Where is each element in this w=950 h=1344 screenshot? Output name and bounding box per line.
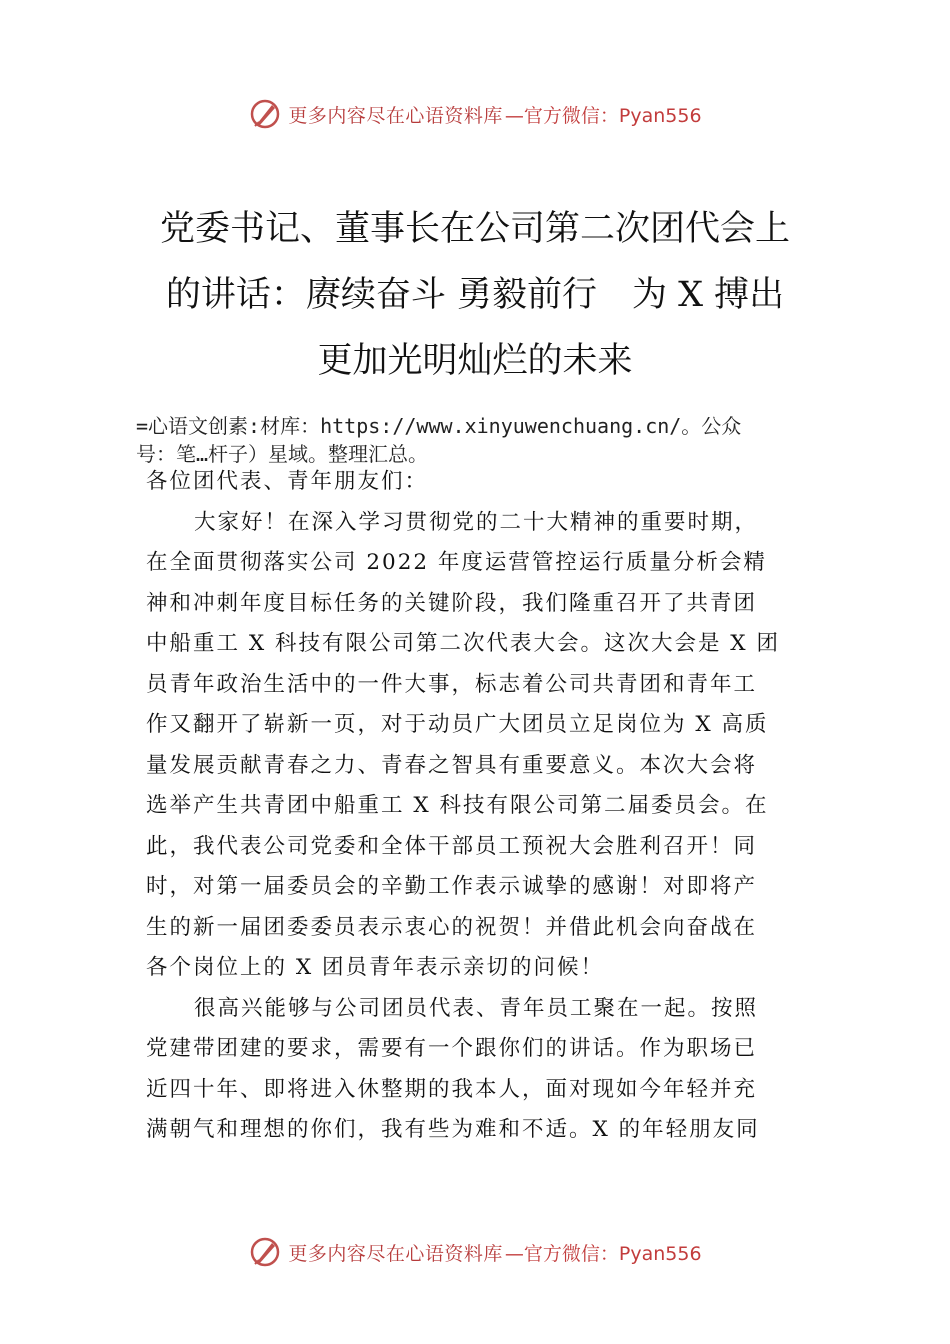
watermark-brand: 更多内容尽在心语资料库	[288, 1242, 503, 1265]
body-line: 作又翻开了崭新一页，对于动员广大团员立足岗位为 X 高质	[146, 712, 769, 737]
source-line: 号：笔…杆子）星域。整理汇总。	[136, 442, 429, 466]
body-line: 很高兴能够与公司团员代表、青年员工聚在一起。按照	[194, 995, 759, 1021]
body-line: 此，我代表公司党委和全体干部员工预祝大会胜利召开！同	[146, 833, 758, 859]
body-line: 时，对第一届委员会的辛勤工作表示诚挚的感谢！对即将产	[146, 874, 758, 899]
body-line: 近四十年、即将进入休整期的我本人，面对现如今年轻并充	[146, 1076, 758, 1102]
quill-logo-icon	[248, 97, 282, 131]
title-line: 党委书记、董事长在公司第二次团代会上	[159, 209, 790, 249]
body-line: 生的新一届团委委员表示衷心的祝贺！并借此机会向奋战在	[146, 914, 758, 940]
watermark-banner-bottom	[0, 1232, 950, 1272]
body-line: 中船重工 X 科技有限公司第二次代表大会。这次大会是 X 团	[146, 631, 780, 656]
document-title	[130, 196, 820, 394]
watermark-brand: 更多内容尽在心语资料库	[288, 104, 503, 127]
body-line: 大家好！在深入学习贯彻党的二十大精神的重要时期，	[194, 509, 759, 535]
salutation: 各位团代表、青年朋友们：	[146, 469, 429, 494]
title-line: 的讲话：赓续奋斗 勇毅前行 为 X 搏出	[165, 275, 785, 315]
paragraph-1	[146, 503, 816, 989]
source-note	[136, 412, 836, 468]
source-line: =心语文创素:材库：https://www.xinyuwenchuang.cn/。公众	[136, 414, 742, 438]
title-line: 更加光明灿烂的未来	[317, 341, 633, 381]
document-body	[146, 462, 816, 1151]
body-line: 在全面贯彻落实公司 2022 年度运营管控运行质量分析会精	[146, 550, 767, 575]
watermark-contact: —官方微信：Pyan556	[504, 1242, 702, 1265]
watermark-contact: —官方微信：Pyan556	[504, 104, 702, 127]
body-line: 党建带团建的要求，需要有一个跟你们的讲话。作为职场已	[146, 1036, 758, 1061]
body-line: 神和冲刺年度目标任务的关键阶段，我们隆重召开了共青团	[146, 590, 758, 616]
quill-logo-icon	[248, 1235, 282, 1269]
paragraph-2	[146, 989, 816, 1151]
body-line: 各个岗位上的 X 团员青年表示亲切的问候！	[146, 955, 604, 980]
body-line: 选举产生共青团中船重工 X 科技有限公司第二届委员会。在	[146, 793, 769, 818]
body-line: 量发展贡献青春之力、青春之智具有重要意义。本次大会将	[146, 752, 758, 778]
body-line: 员青年政治生活中的一件大事，标志着公司共青团和青年工	[146, 671, 758, 697]
body-line: 满朝气和理想的你们，我有些为难和不适。X 的年轻朋友同	[146, 1117, 760, 1142]
watermark-banner-top	[0, 94, 950, 134]
